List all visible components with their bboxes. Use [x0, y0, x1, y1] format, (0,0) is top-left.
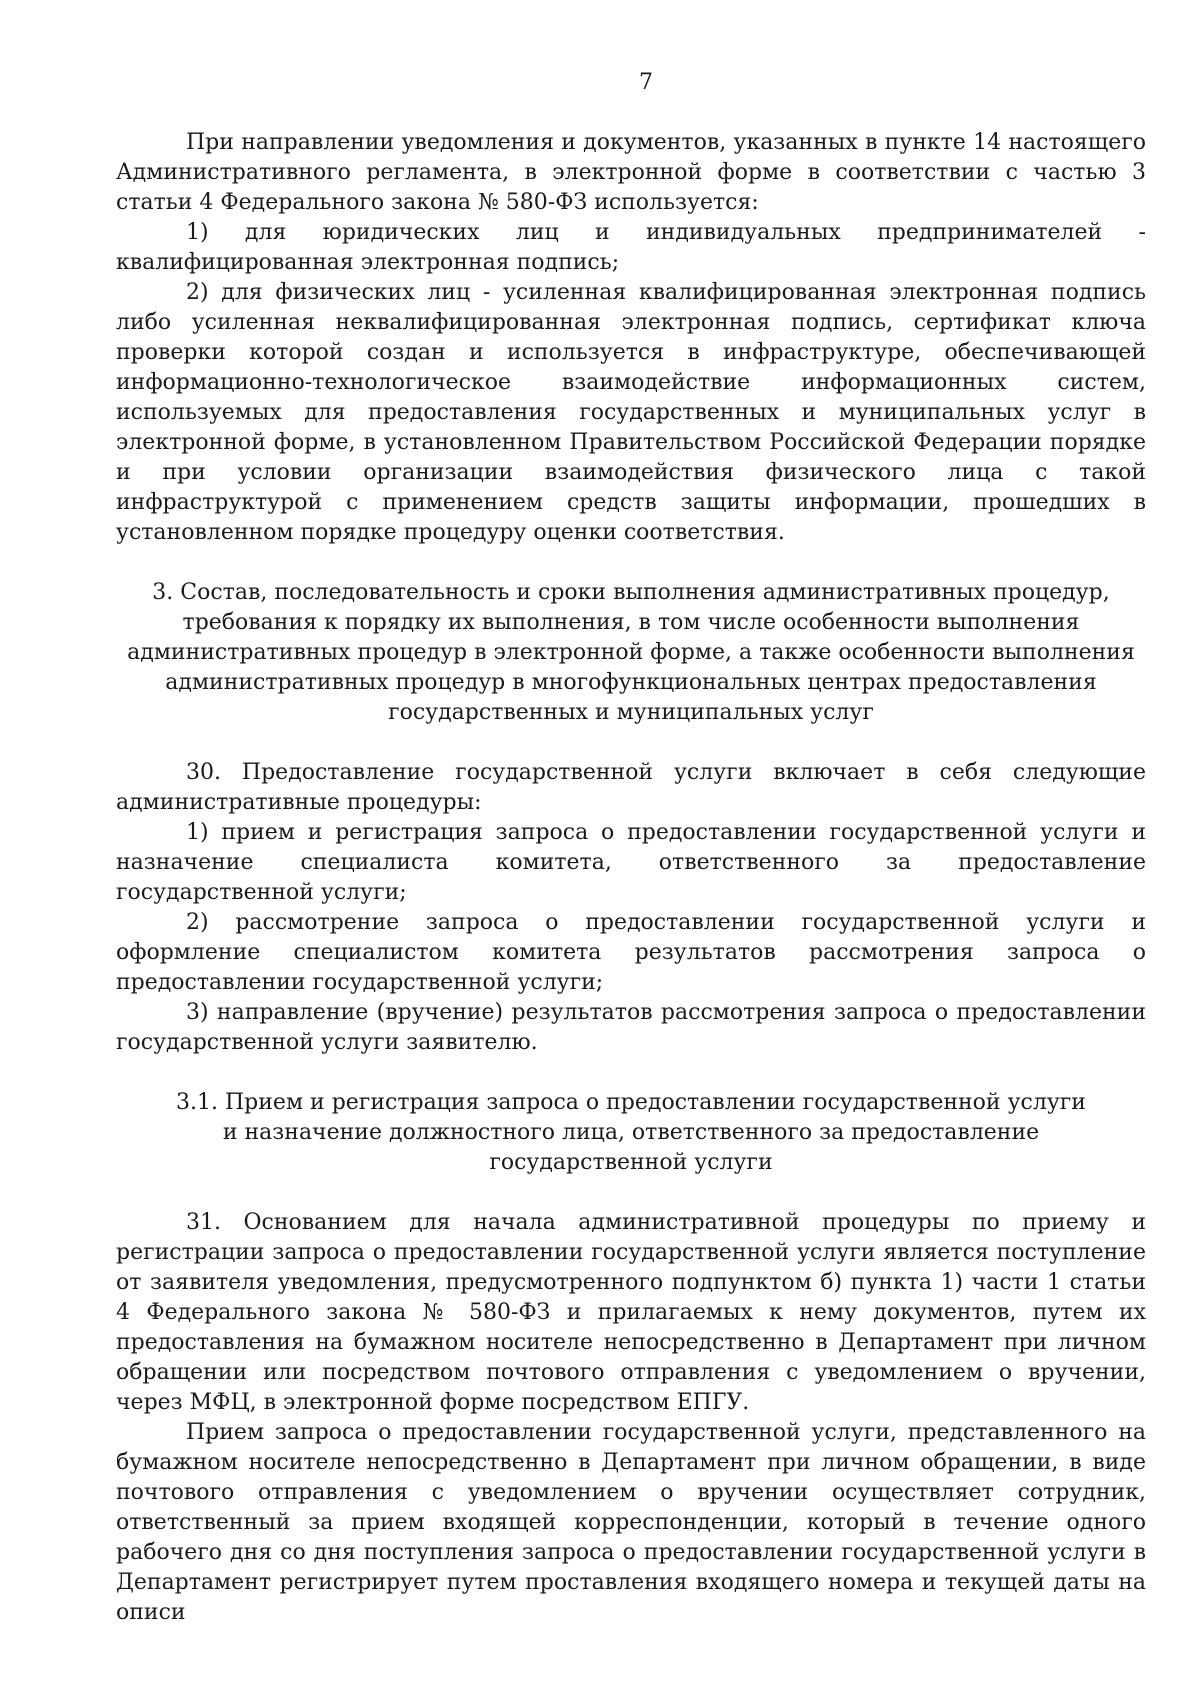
- paragraph-30: 30. Предоставление государственной услуги включает в себя следующие административные процедуры:: [116, 760, 1146, 815]
- section-3-heading-line: требования к порядку их выполнения, в том числе особенности выполнения: [182, 610, 1080, 635]
- paragraph-30-item-1: 1) прием и регистрация запроса о предоставлении государственной услуги и назначение специалиста комитета, ответственного за предоставление государственной услуги;: [116, 820, 1146, 905]
- spacer: [116, 548, 1146, 578]
- intro-paragraph: При направлении уведомления и документов, указанных в пункте 14 настоящего Административного регламента, в электронной форме в соответствии с частью 3 статьи 4 Федерального закона № 580-ФЗ используется:: [116, 130, 1146, 215]
- page-number: 7: [639, 70, 653, 95]
- section-3-heading-line: административных процедур в многофункциональных центрах предоставления: [165, 670, 1097, 695]
- intro-item-2: 2) для физических лиц - усиленная квалифицированная электронная подпись либо усиленная неквалифицированная электронная подпись, сертификат ключа проверки которой создан и используется в инфраструктуре, обеспечивающей информационно-технологическое взаимодействие информационных систем, используемых для предоставления государственных и муниципальных услуг в электронной форме, в установленном Правительством Российской Федерации порядке и при условии организации взаимодействия физического лица с такой инфраструктурой с применением средств защиты информации, прошедших в установленном порядке процедуру оценки соответствия.: [116, 280, 1146, 545]
- paragraph-31: 31. Основанием для начала административной процедуры по приему и регистрации запроса о предоставлении государственной услуги является поступление от заявителя уведомления, предусмотренного подпунктом б) пункта 1) части 1 статьи 4 Федерального закона № 580-ФЗ и прилагаемых к нему документов, путем их предоставления на бумажном носителе непосредственно в Департамент при личном обращении или посредством почтового отправления с уведомлением о вручении, через МФЦ, в электронной форме посредством ЕПГУ.: [116, 1210, 1146, 1415]
- section-3-1-heading-line: государственной услуги: [489, 1150, 773, 1175]
- section-3-heading-line: 3. Состав, последовательность и сроки выполнения административных процедур,: [152, 580, 1110, 605]
- section-3-heading: [116, 578, 1146, 728]
- paragraph-reception: Прием запроса о предоставлении государственной услуги, представленного на бумажном носителе непосредственно в Департамент при личном обращении, в виде почтового отправления с уведомлением о вручении осуществляет сотрудник, ответственный за прием входящей корреспонденции, который в течение одного рабочего дня со дня поступления запроса о предоставлении государственной услуги в Департамент регистрирует путем проставления входящего номера и текущей даты на описи: [116, 1420, 1146, 1625]
- spacer: [116, 1058, 1146, 1088]
- section-3-1-heading-line: и назначение должностного лица, ответственного за предоставление: [222, 1120, 1040, 1145]
- section-3-1-heading-line: 3.1. Прием и регистрация запроса о предоставлении государственной услуги: [176, 1090, 1086, 1115]
- section-3-heading-line: государственных и муниципальных услуг: [388, 700, 874, 725]
- section-3-heading-line: административных процедур в электронной форме, а также особенности выполнения: [127, 640, 1135, 665]
- spacer: [116, 1178, 1146, 1208]
- paragraph-30-item-2: 2) рассмотрение запроса о предоставлении государственной услуги и оформление специалистом комитета результатов рассмотрения запроса о предоставлении государственной услуги;: [116, 910, 1146, 995]
- spacer: [116, 728, 1146, 758]
- intro-item-1: 1) для юридических лиц и индивидуальных предпринимателей - квалифицированная электронная подпись;: [116, 220, 1146, 275]
- paragraph-30-item-3: 3) направление (вручение) результатов рассмотрения запроса о предоставлении государственной услуги заявителю.: [116, 1000, 1146, 1055]
- section-3-1-heading: [116, 1088, 1146, 1178]
